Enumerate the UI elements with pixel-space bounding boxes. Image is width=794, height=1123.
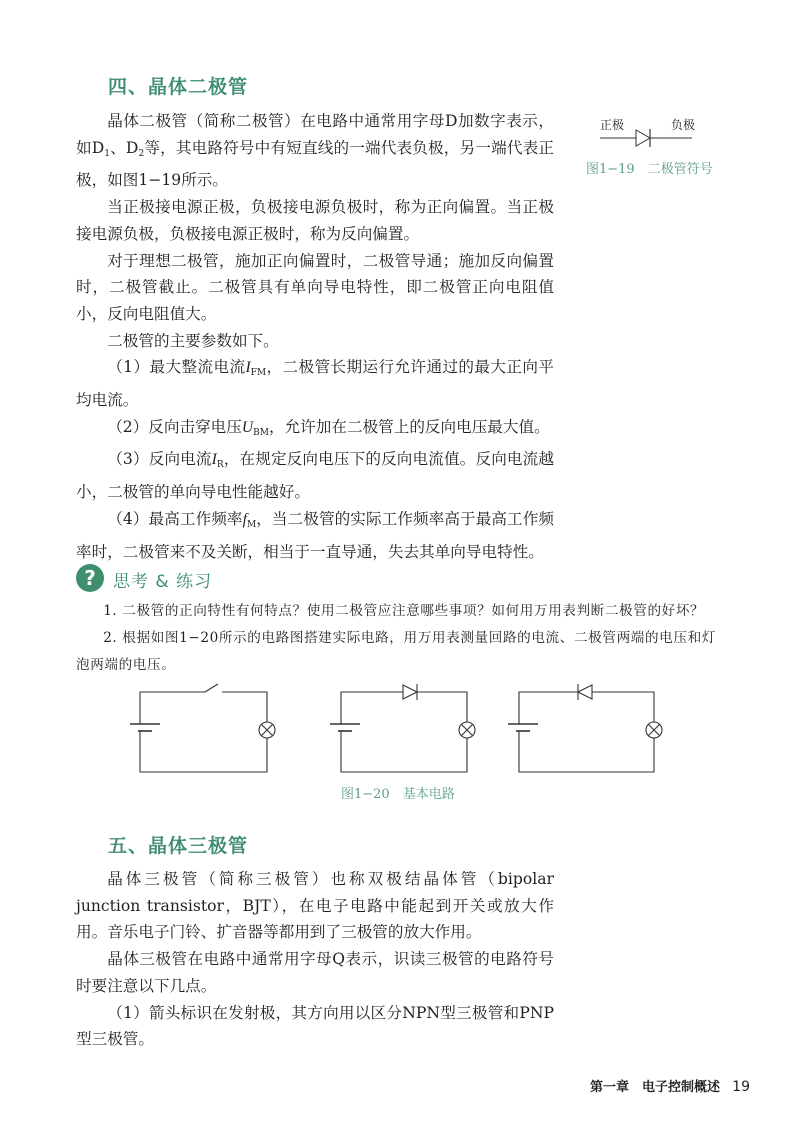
paragraph <box>76 446 554 505</box>
text: 、D <box>110 138 139 157</box>
text: （2）反向击穿电压 <box>107 417 242 436</box>
paragraph: 晶体三极管在电路中通常用字母Q表示，识读三极管的电路符号时要注意以下几点。 <box>76 950 554 995</box>
symbol: f <box>242 510 247 528</box>
symbol: I <box>211 451 217 469</box>
paragraph <box>76 108 554 194</box>
question-icon: ? <box>76 564 104 592</box>
text: 等，其电路符号中有短直线的一端代表负极，另一端代表正极，如图1−19所示。 <box>76 138 554 190</box>
section-5-heading: 五、晶体三极管 <box>108 835 249 857</box>
diode-icon <box>578 685 592 699</box>
circuit-reverse-diode <box>508 684 662 772</box>
paragraph: 当正极接电源正极，负极接电源负极时，称为正向偏置。当正极接电源负极，负极接电源正极时，称为反向偏置。 <box>76 198 554 243</box>
circuit-forward-diode <box>330 684 475 772</box>
think-practice-title: 思考 & 练习 <box>113 572 213 592</box>
question-1: 1. 二极管的正向特性有何特点？使用二极管应注意哪些事项？如何用万用表判断二极管的好坏？ <box>103 603 705 619</box>
paragraph: 晶体三极管（简称三极管）也称双极结晶体管（bipolar junction transistor，BJT），在电子电路中能起到开关或放大作用。音乐电子门铃、扩音器等都用到了三极管的放大作用。 <box>76 870 554 942</box>
text: 晶体二极管（简称二极管）在电路中通常用字母D加数字表示，如D <box>76 112 554 157</box>
paragraph <box>76 354 554 413</box>
symbol: U <box>241 418 254 436</box>
page-number: 19 <box>732 1079 750 1095</box>
paragraph: （1）箭头标识在发射极，其方向用以区分NPN型三极管和PNP型三极管。 <box>76 1003 554 1049</box>
switch-icon <box>205 684 218 692</box>
subscript: 1 <box>104 148 110 159</box>
section-4-heading: 四、晶体二极管 <box>108 76 249 98</box>
paragraph <box>76 414 554 447</box>
subscript: R <box>216 460 224 471</box>
circuit-switch <box>130 684 275 772</box>
text: （4）最高工作频率 <box>107 509 243 528</box>
text: （3）反向电流 <box>107 450 212 469</box>
symbol: I <box>245 359 251 377</box>
section-4-body <box>76 108 554 565</box>
subscript: FM <box>250 368 267 379</box>
page-footer <box>590 1076 750 1095</box>
text: ，当二极管的实际工作频率高于最高工作频率时，二极管来不及关断，相当于一直导通，失去其单向导电特性。 <box>76 509 554 561</box>
text: ，在规定反向电压下的反向电流值。反向电流越小，二极管的单向导电性能越好。 <box>76 450 554 502</box>
paragraph: 二极管的主要参数如下。 <box>107 331 279 350</box>
diode-symbol-icon <box>598 126 694 152</box>
diode-icon <box>403 685 417 699</box>
section-5-body <box>76 866 554 1053</box>
chapter-title: 第一章 电子控制概述 <box>590 1080 721 1095</box>
paragraph: 对于理想二极管，施加正向偏置时，二极管导通；施加反向偏置时，二极管截止。二极管具有单向导电特性，即二极管正向电阻值小，反向电阻值大。 <box>76 251 554 323</box>
subscript: BM <box>253 427 269 438</box>
figure-1-20-caption: 图1−20 基本电路 <box>341 787 455 802</box>
text: （1）最大整流电流 <box>107 358 246 377</box>
question-2: 2. 根据如图1−20所示的电路图搭建实际电路，用万用表测量回路的电流、二极管两端的电压和灯泡两端的电压。 <box>76 630 716 673</box>
figure-1-19-caption: 图1−19 二极管符号 <box>586 162 713 177</box>
text: ，二极管长期运行允许通过的最大正向平均电流。 <box>76 358 554 410</box>
paragraph <box>76 506 554 565</box>
subscript: M <box>246 519 257 530</box>
anode-label: 正极 <box>600 118 625 132</box>
think-questions <box>76 598 716 679</box>
text: ，允许加在二极管上的反向电压最大值。 <box>268 417 550 436</box>
cathode-label: 负极 <box>671 118 696 132</box>
subscript: 2 <box>138 148 145 159</box>
basic-circuits-figure <box>130 680 670 780</box>
